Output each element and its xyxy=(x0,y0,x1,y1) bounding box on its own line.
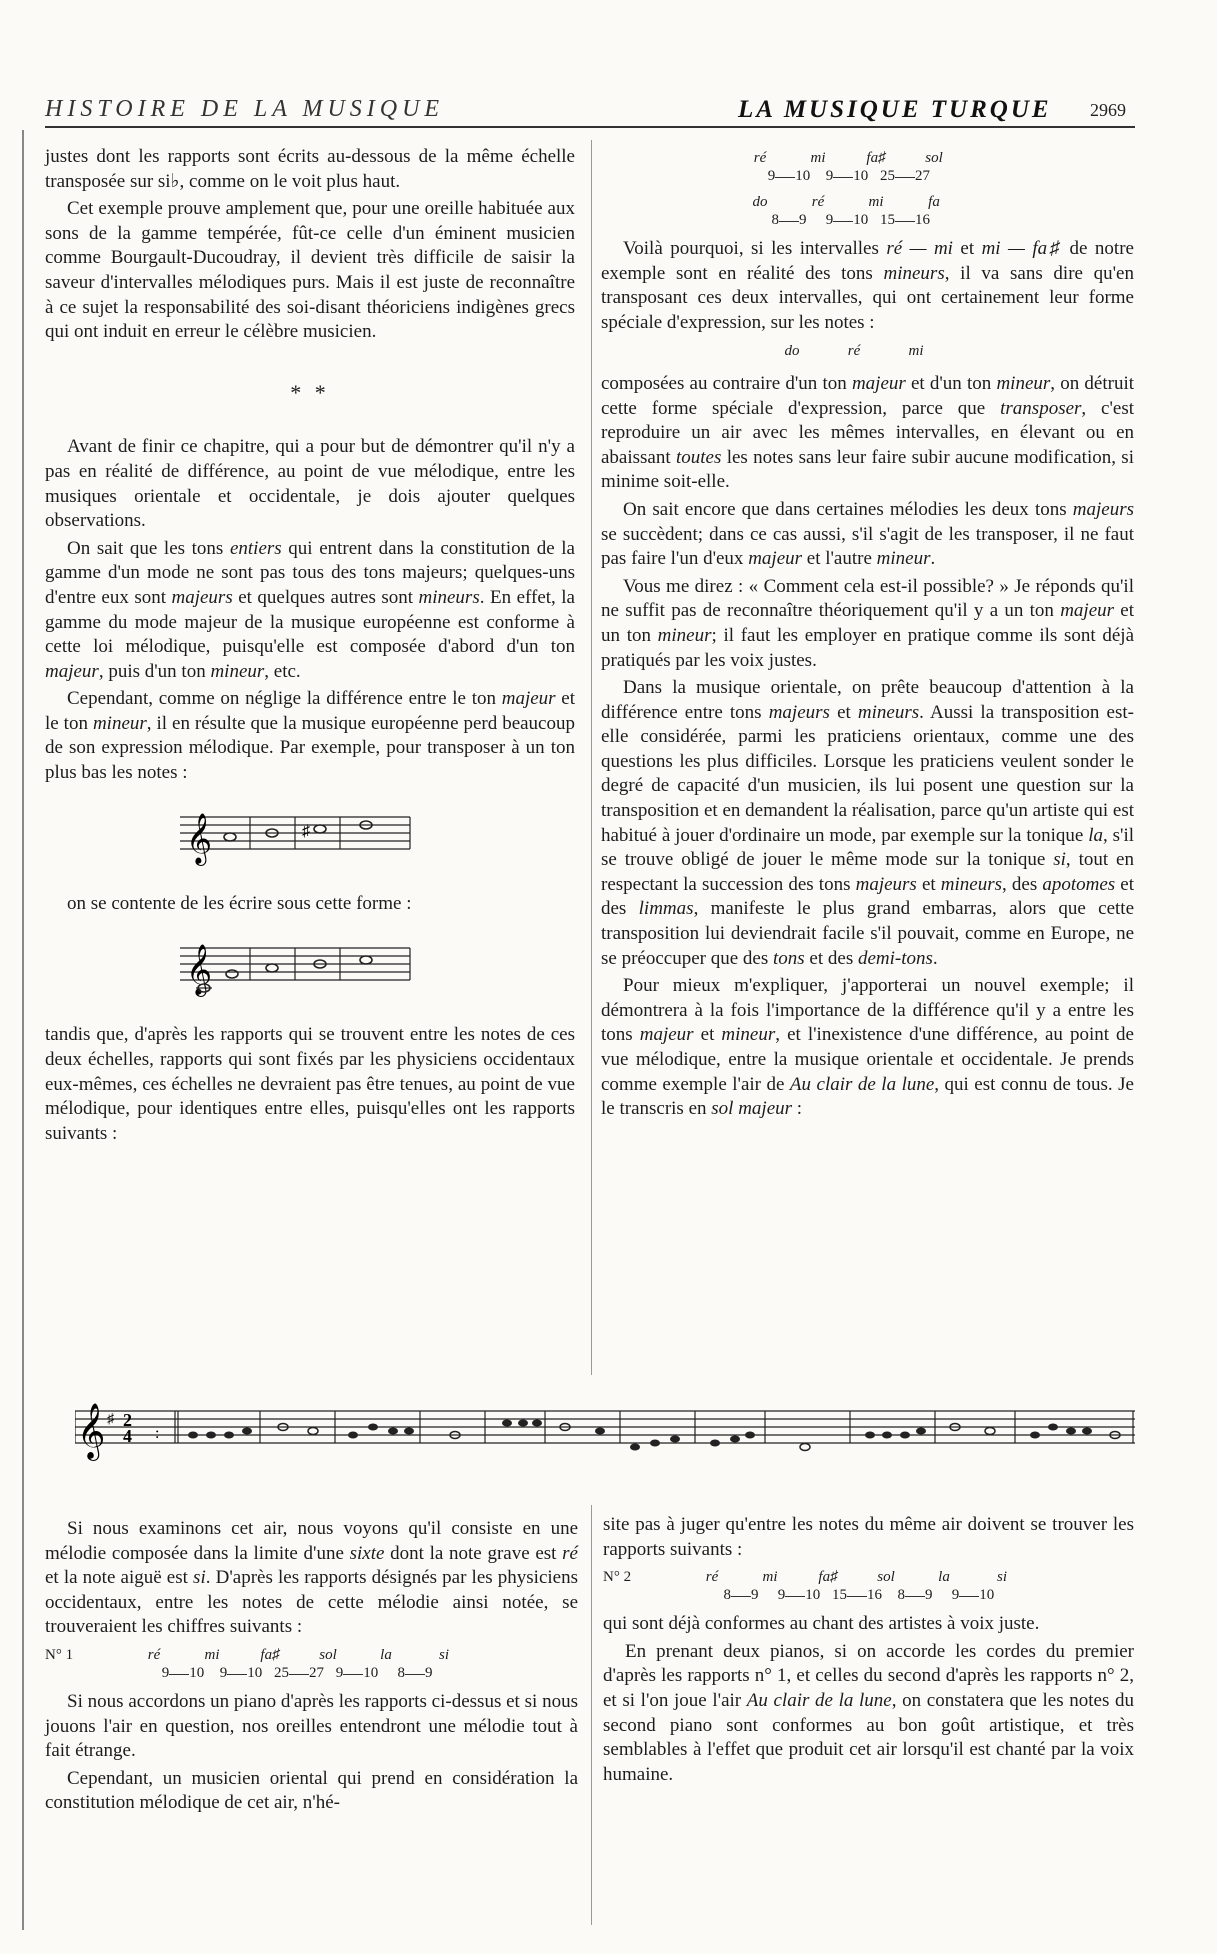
svg-text::: : xyxy=(155,1425,160,1442)
fraction: 8 9 xyxy=(397,1664,433,1681)
paragraph: Si nous examinons cet air, nous voyons qu'il consiste en une mélodie composée dans la limite d'une sixte dont la note grave est ré et la note aiguë est si. D'après les rapports désignés par les physiciens occidentaux, entre les notes de cette mélodie ainsi notée, se trouveraient les chiffres suivants : xyxy=(45,1518,579,1638)
ratio-fractions-row xyxy=(603,1586,1134,1604)
ratio-table-1 xyxy=(731,149,1134,229)
fraction: 9 10 xyxy=(777,1587,821,1604)
fraction: 9 10 xyxy=(219,1664,263,1681)
svg-text:𝄞: 𝄞 xyxy=(186,812,213,864)
fraction: 9 10 xyxy=(335,1664,379,1681)
paragraph: justes dont les rapports sont écrits au-dessous de la même échelle transposée sur si♭, comme on le voit plus haut. xyxy=(45,146,575,192)
paragraph: tandis que, d'après les rapports qui se trouvent entre les notes de ces deux échelles, rapports qui sont fixés par les physiciens occidentaux eux-mêmes, ces échelles ne devraient pas être tenues, au point de vue mélodique, pour identiques entre elles, puisqu'elles ont les rapports suivants : xyxy=(45,1024,575,1144)
svg-text:𝄞: 𝄞 xyxy=(186,943,213,995)
fraction: 25 27 xyxy=(880,168,930,184)
svg-text:♯: ♯ xyxy=(107,1412,114,1427)
svg-text:♯: ♯ xyxy=(302,822,310,840)
column-divider-bottom xyxy=(591,1505,592,1925)
fraction: 8 9 xyxy=(897,1587,933,1604)
note-names-row: do ré mi fa xyxy=(752,194,940,210)
fraction: 8 9 xyxy=(771,212,807,228)
right-column-bottom xyxy=(603,1513,1134,1790)
paragraph: on se contente de les écrire sous cette forme : xyxy=(67,893,412,915)
page-edge-line xyxy=(22,130,24,1930)
fraction: 9 10 xyxy=(767,168,811,184)
right-column-top xyxy=(601,143,1134,1125)
paragraph: Cet exemple prouve amplement que, pour une oreille habituée aux sons de la gamme tempérée, fût-ce celle d'un éminent musicien comme Bourgault-Ducoudray, il devient très difficile de saisir la saveur d'intervalles mélodiques purs. Mais il est juste de reconnaître à ce sujet la responsabilité des soi-disant théoriciens indigènes grecs qui ont induit en erreur le célèbre musicien. xyxy=(45,198,575,343)
section-separator: * * xyxy=(290,379,330,405)
header-rule xyxy=(45,126,1135,128)
ratio-table-n2 xyxy=(603,1568,1134,1604)
fraction: 8 9 xyxy=(723,1587,759,1604)
music-staff-au-clair-de-la-lune xyxy=(75,1385,1135,1475)
fraction: 9 10 xyxy=(825,168,869,184)
paragraph: Avant de finir ce chapitre, qui a pour but de démontrer qu'il n'y a pas en réalité de différence, au point de vue mélodique, entre les musiques orientale et occidentale, je dois ajouter quelques observations. xyxy=(45,436,575,532)
paragraph: Cependant, un musicien oriental qui prend en considération la constitution mélodique de cet air, n'hé- xyxy=(45,1767,578,1814)
paragraph: composées au contraire d'un ton majeur et d'un ton mineur, on détruit cette forme spéciale d'expression, parce que transposer, c'est reproduire un air avec les mêmes intervalles, en élevant ou en abaissant toutes les notes sans leur faire subir aucune modification, si minime soit-elle. xyxy=(601,372,1135,493)
fraction: 9 10 xyxy=(951,1587,995,1604)
paragraph: Pour mieux m'expliquer, j'apporterai un nouvel exemple; il démontrera à la fois l'importance de la différence qu'il y a entre les tons majeur et mineur, et l'inexistence d'une différence, au point de vue mélodique, entre la musique orientale et occidentale. Je prends comme exemple l'air de Au clair de la lune, qui est connu de tous. Je le transcris en sol majeur : xyxy=(601,975,1134,1120)
table-label: N° 1 xyxy=(45,1646,74,1663)
ratio-fractions-row xyxy=(731,211,1134,229)
paragraph: Si nous accordons un piano d'après les rapports ci-dessus et si nous jouons l'air en question, nos oreilles entendront une mélodie tout à fait étrange. xyxy=(45,1690,578,1762)
running-header-right: LA MUSIQUE TURQUE xyxy=(738,96,1052,123)
svg-text:𝄞: 𝄞 xyxy=(77,1403,106,1459)
paragraph: qui sont déjà conformes au chant des artistes à voix juste. xyxy=(603,1613,1040,1635)
left-column-bottom xyxy=(45,1517,578,1819)
music-staff-example-2 xyxy=(180,934,440,1002)
paragraph: Voilà pourquoi, si les intervalles ré — mi et mi — fa♯ de notre exemple sont en réalité des tons mineurs, il va sans dire qu'en transposant ces deux intervalles, qui ont certainement leur forme spéciale d'expression, sur les notes : xyxy=(601,238,1134,333)
note-names-row: N° 2 ré mi fa♯ sol la si xyxy=(603,1569,1007,1586)
svg-text:4: 4 xyxy=(123,1426,132,1446)
svg-text:2: 2 xyxy=(123,1410,132,1430)
running-header-left: HISTOIRE DE LA MUSIQUE xyxy=(45,96,445,122)
paragraph: En prenant deux pianos, si on accorde les cordes du premier d'après les rapports n° 1, et celles du second d'après les rapports n° 2, et si l'on joue l'air Au clair de la lune, on constatera que les notes du second piano sont conformes au bon goût artistique, et très semblables à l'effet que produit cet air lorsqu'il est chanté par la voix humaine. xyxy=(603,1640,1134,1785)
note-names-row: ré mi fa♯ sol xyxy=(753,150,943,166)
paragraph: On sait que les tons entiers qui entrent dans la constitution de la gamme d'un mode ne sont pas tous des tons majeurs; quelques-uns d'entre eux sont majeurs et quelques autres sont mineurs. En effet, la gamme du mode majeur de la musique européenne est conforme à cette loi mélodique, puisqu'elle est composée d'abord d'un ton majeur, puis d'un ton mineur, etc. xyxy=(45,537,575,682)
fraction: 9 10 xyxy=(161,1664,205,1681)
music-staff-example-1 xyxy=(180,803,440,871)
fraction: 25 27 xyxy=(274,1664,324,1681)
paragraph: On sait encore que dans certaines mélodies les deux tons majeurs se succèdent; dans ce cas aussi, s'il s'agit de les transposer, il ne faut pas faire l'un d'eux majeur et l'autre mineur. xyxy=(601,498,1134,570)
fraction: 15 16 xyxy=(880,212,930,228)
paragraph: Cependant, comme on néglige la différence entre le ton majeur et le ton mineur, il en résulte que la musique européenne perd beaucoup de son expression mélodique. Par exemple, pour transposer à un ton plus bas les notes : xyxy=(45,688,575,784)
ratio-fractions-row xyxy=(731,167,1134,185)
table-label: N° 2 xyxy=(603,1569,632,1586)
notes-line: do ré mi xyxy=(784,343,924,360)
column-divider-top xyxy=(591,140,592,1375)
fraction: 15 16 xyxy=(832,1587,882,1604)
paragraph: site pas à juger qu'entre les notes du même air doivent se trouver les rapports suivants : xyxy=(603,1514,1134,1560)
ratio-fractions-row xyxy=(45,1664,578,1682)
paragraph: Vous me direz : « Comment cela est-il possible? » Je réponds qu'il ne suffit pas de reconnaître théoriquement qu'il y a un ton majeur et un ton mineur; il faut les employer en pratique comme ils sont déjà pratiqués par les voix justes. xyxy=(601,575,1134,671)
ratio-table-n1 xyxy=(45,1646,578,1682)
paragraph: Dans la musique orientale, on prête beaucoup d'attention à la différence entre tons majeurs et mineurs. Aussi la transposition est-elle considérée, parmi les praticiens orientaux, comme une des questions les plus difficiles. Lorsque les praticiens veulent sonder le degré de capacité d'un musicien, ils lui posent une question sur la transposition et en demandent la réalisation, parce qu'un artiste qui est habitué à jouer d'ordinaire un mode, par exemple sur la tonique la, s'il se trouve obligé de jouer le même mode sur la tonique si, tout en respectant la succession des tons majeurs et mineurs, des apotomes et des limmas, manifeste le plus grand embarras, alors que cette transposition lui deviendrait facile s'il pouvait, comme en Europe, ne se préoccuper que des tons et des demi-tons. xyxy=(601,677,1135,969)
page-number: 2969 xyxy=(1090,100,1126,120)
note-names-row: N° 1 ré mi fa♯ sol la si xyxy=(45,1646,449,1663)
left-column-top xyxy=(45,145,575,1149)
fraction: 9 10 xyxy=(825,212,869,228)
